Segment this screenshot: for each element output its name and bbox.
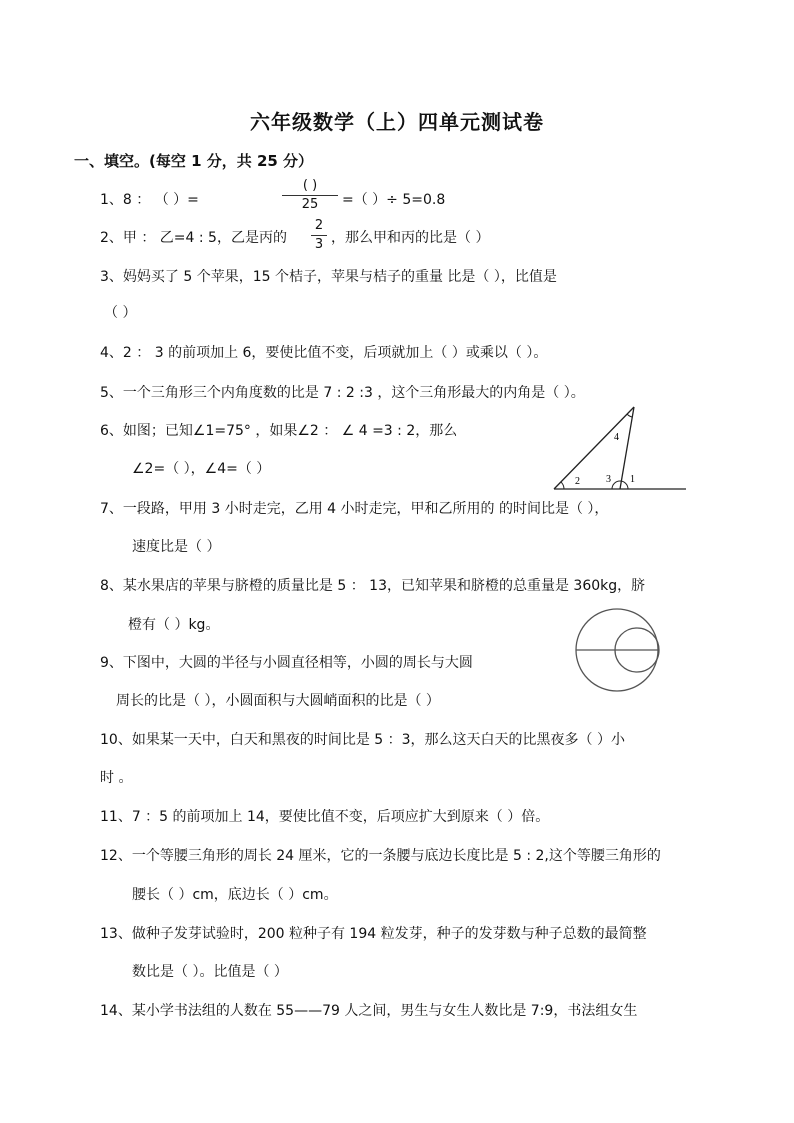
angle-2-arc: [561, 482, 564, 489]
question-10-line-1: 10、如果某一天中，白天和黑夜的时间比是 5 ：3，那么这天白天的比黑夜多（ ）小: [100, 732, 625, 748]
fraction-bar: [311, 235, 327, 236]
question-13-line-2: 数比是（ ）。比值是（ ）: [132, 964, 288, 980]
question-9-line-1: 9、下图中，大圆的半径与小圆直径相等，小圆的周长与大圆: [100, 655, 473, 671]
fraction-denominator: 25: [301, 197, 319, 212]
angle-2-label: 2: [575, 476, 580, 487]
question-8-line-1: 8、某水果店的苹果与脐橙的质量比是 5 ： 13，已知苹果和脐橙的总重量是 360kg，脐: [100, 578, 646, 594]
triangle-figure: [550, 402, 690, 494]
fraction-numerator: 2: [314, 218, 324, 233]
question-2-after: ，那么甲和丙的比是（ ）: [331, 230, 490, 246]
question-12-line-2: 腰长（ ）cm，底边长（ ）cm。: [132, 887, 338, 903]
question-3-line-1: 3、妈妈买了 5 个苹果，15 个桔子，苹果与桔子的重量 比是（ ），比值是: [100, 269, 557, 285]
section-heading: 一、填空。(每空 1 分，共 25 分）: [74, 152, 314, 170]
angle-4-label: 4: [614, 432, 619, 443]
question-7-line-1: 7、一段路，甲用 3 小时走完，乙用 4 小时走完，甲和乙所用的 的时间比是（ ），: [100, 501, 609, 517]
question-7-line-2: 速度比是（ ）: [132, 539, 221, 555]
question-11: 11、7 ：5 的前项加上 14，要使比值不变，后项应扩大到原来（ ）倍。: [100, 809, 550, 825]
question-8-line-2: 橙有（ ）kg。: [128, 617, 220, 633]
question-1-fraction: [282, 178, 338, 213]
circles-figure: [574, 607, 664, 697]
question-3-line-2: （ ）: [104, 305, 137, 321]
fraction-numerator: ( ): [302, 178, 318, 193]
question-4: 4、2 ： 3 的前项加上 6，要使比值不变，后项就加上（ ）或乘以（ ）。: [100, 345, 548, 361]
question-5: 5、一个三角形三个内角度数的比是 7 : 2 :3 ，这个三角形最大的内角是（ ）。: [100, 385, 585, 401]
question-1-before: 1、8 ： （ ）=: [100, 192, 199, 208]
question-6-line-1: 6、如图；已知∠1=75° ，如果∠2 ： ∠ 4 =3 : 2，那么: [100, 423, 458, 439]
fraction-denominator: 3: [314, 237, 324, 252]
question-14: 14、某小学书法组的人数在 55——79 人之间，男生与女生人数比是 7:9，书法组女生: [100, 1003, 638, 1019]
question-1-after: =（ ）÷ 5=0.8: [342, 192, 446, 208]
question-6-line-2: ∠2=（ ），∠4=（ ）: [132, 461, 271, 477]
page-title: 六年级数学（上）四单元测试卷: [250, 110, 544, 134]
question-12-line-1: 12、一个等腰三角形的周长 24 厘米，它的一条腰与底边长度比是 5 : 2,这个等腰三角形的: [100, 848, 661, 864]
question-13-line-1: 13、做种子发芽试验时，200 粒种子有 194 粒发芽，种子的发芽数与种子总数的最简整: [100, 926, 647, 942]
angle-1-label: 1: [630, 474, 635, 485]
angle-4-arc: [627, 414, 632, 417]
question-2-before: 2、甲 ： 乙=4 : 5，乙是丙的: [100, 230, 287, 246]
fraction-bar: [282, 195, 338, 196]
question-2-fraction: [311, 218, 327, 253]
question-9-line-2: 周长的比是（ ），小圆面积与大圆峭面积的比是（ ）: [116, 693, 440, 709]
question-10-line-2: 时 。: [100, 770, 133, 786]
angle-3-label: 3: [606, 474, 611, 485]
